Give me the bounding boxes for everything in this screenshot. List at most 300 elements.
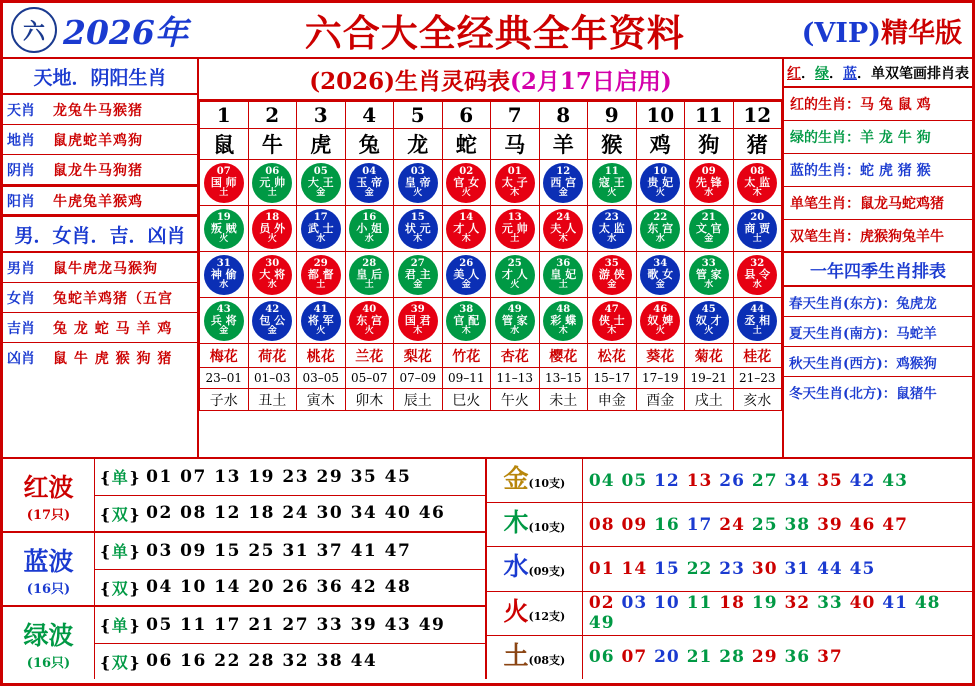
number-ball[interactable] [204, 209, 244, 249]
ball-number: 46 [653, 304, 668, 316]
ball-cell [539, 160, 588, 206]
ball-title: 包 公 [259, 314, 286, 328]
number-ball[interactable] [349, 301, 389, 341]
element-number: 24 [719, 514, 745, 535]
ball-element: 金 [655, 279, 665, 290]
ball-title: 国 师 [210, 176, 237, 190]
parity-label: 双 [111, 578, 130, 598]
time-range-cell: 05–07 [345, 368, 394, 389]
ball-cell [636, 298, 685, 344]
element-count: (12支) [528, 609, 566, 623]
ball-number: 16 [362, 212, 377, 224]
flower-cell: 松花 [588, 344, 637, 368]
element-number: 25 [751, 514, 778, 535]
zodiac-attribute-row [3, 95, 197, 125]
bottom-section [3, 459, 972, 679]
element-number: 36 [784, 647, 811, 668]
row-key: 凶肖 [7, 351, 35, 367]
ball-cell [588, 298, 637, 344]
title-green: 绿 [815, 66, 829, 82]
element-number: 49 [588, 613, 615, 634]
number-ball[interactable] [446, 209, 486, 249]
ball-element: 土 [316, 279, 326, 290]
ball-cell [200, 160, 249, 206]
number-ball[interactable] [543, 301, 583, 341]
element-number: 04 [588, 470, 615, 491]
flower-cell: 荷花 [248, 344, 297, 368]
number-ball[interactable] [689, 301, 729, 341]
ball-element: 土 [219, 187, 229, 198]
column-number: 3 [297, 102, 346, 129]
element-number: 18 [719, 593, 745, 614]
ball-title: 皇 帝 [404, 176, 431, 190]
ball-cell [394, 298, 443, 344]
number-ball[interactable] [252, 163, 292, 203]
odd-tag: {单} [100, 616, 142, 636]
ball-number: 27 [410, 258, 425, 270]
element-number: 15 [654, 559, 680, 579]
number-ball[interactable] [252, 209, 292, 249]
vip-badge [802, 11, 962, 50]
element-row [487, 459, 972, 503]
number-ball[interactable] [543, 209, 583, 249]
ball-title: 太 监 [744, 176, 771, 190]
column-number: 4 [345, 102, 394, 129]
flower-cell: 桃花 [297, 344, 346, 368]
number-ball[interactable] [543, 163, 583, 203]
ball-number: 24 [556, 212, 571, 224]
number-ball[interactable] [640, 163, 680, 203]
branch-element-cell: 戌土 [685, 389, 734, 411]
ball-cell [636, 206, 685, 252]
ball-title: 彩 蝶 [550, 314, 577, 328]
ball-cell [733, 298, 782, 344]
time-range-cell: 11–13 [491, 368, 540, 389]
ball-title: 兵 将 [210, 314, 237, 328]
ball-element: 木 [461, 325, 471, 336]
branch-element-cell: 巳火 [442, 389, 491, 411]
ball-title: 小 姐 [356, 222, 383, 236]
ball-cell [394, 206, 443, 252]
wave-number-row [95, 570, 485, 606]
parity-label: 单 [111, 468, 130, 488]
element-number: 13 [686, 470, 713, 491]
number-ball[interactable] [640, 301, 680, 341]
ball-cell [442, 252, 491, 298]
element-number: 23 [719, 559, 745, 579]
number-ball[interactable] [592, 301, 632, 341]
ball-element: 火 [510, 279, 520, 290]
element-number: 28 [719, 647, 745, 668]
ball-number: 26 [459, 258, 474, 270]
even-tag: {双} [100, 504, 142, 524]
table-row-flowers [200, 344, 782, 368]
number-ball[interactable] [495, 301, 535, 341]
even-numbers: 02 08 12 18 24 30 34 40 46 [146, 503, 446, 524]
ball-cell [200, 252, 249, 298]
wave-count: (16只) [26, 581, 71, 597]
ball-number: 41 [313, 304, 328, 316]
element-count: (10支) [528, 521, 566, 535]
ball-number: 35 [604, 258, 619, 270]
ball-cell [733, 206, 782, 252]
ball-cell [685, 298, 734, 344]
number-ball[interactable] [204, 255, 244, 295]
season-row: 冬天生肖(北方)：鼠猪牛 [789, 386, 937, 402]
zodiac-code-table-title [199, 59, 782, 101]
number-ball[interactable] [640, 255, 680, 295]
ball-title: 玉 帝 [356, 176, 383, 190]
wave-count: (17只) [26, 507, 71, 523]
ball-number: 11 [604, 166, 619, 178]
element-number: 38 [784, 514, 811, 535]
row-value: 鼠 牛 虎 猴 狗 猪 [53, 351, 173, 367]
ball-element: 土 [267, 187, 277, 198]
number-ball[interactable] [543, 255, 583, 295]
number-ball[interactable] [592, 163, 632, 203]
time-range-cell: 19–21 [685, 368, 734, 389]
ball-element: 水 [219, 279, 229, 290]
main-body [3, 59, 972, 459]
number-ball[interactable] [349, 255, 389, 295]
wave-number-rows [95, 533, 485, 605]
number-ball[interactable] [398, 255, 438, 295]
ball-element: 火 [219, 233, 229, 244]
ball-title: 太 子 [501, 176, 528, 190]
even-tag: {双} [100, 652, 142, 672]
element-number: 34 [784, 470, 811, 491]
number-ball[interactable] [204, 163, 244, 203]
element-row [487, 547, 972, 591]
color-zodiac-row: 绿的生肖：羊 龙 牛 狗 [784, 121, 972, 154]
ball-element: 金 [461, 279, 471, 290]
wave-number-rows [95, 607, 485, 679]
number-ball[interactable] [495, 255, 535, 295]
element-number: 46 [849, 514, 876, 535]
ball-element: 土 [510, 233, 520, 244]
time-range-cell: 15–17 [588, 368, 637, 389]
element-number: 27 [751, 470, 778, 491]
ball-element: 木 [510, 187, 520, 198]
ball-title: 歌 女 [647, 268, 674, 282]
ball-number: 47 [604, 304, 619, 316]
ball-cell [491, 252, 540, 298]
element-number: 30 [751, 559, 778, 579]
branch-element-cell: 寅木 [297, 389, 346, 411]
wave-label [3, 607, 95, 679]
ball-cell [588, 160, 637, 206]
ball-title: 国 君 [404, 314, 431, 328]
title-tail: ．单双笔画排肖表 [857, 66, 969, 82]
ball-element: 火 [316, 325, 326, 336]
stroke-zodiac-row: 单笔生肖：鼠龙马蛇鸡猪 [784, 187, 972, 220]
number-ball[interactable] [737, 255, 777, 295]
ball-number: 21 [701, 212, 716, 224]
ball-cell [200, 206, 249, 252]
ball-number: 44 [750, 304, 765, 316]
number-ball[interactable] [204, 301, 244, 341]
ball-element: 木 [752, 187, 762, 198]
number-ball[interactable] [495, 209, 535, 249]
element-number: 32 [784, 593, 811, 614]
branch-element-cell: 午火 [491, 389, 540, 411]
wave-name: 红波 [23, 472, 74, 502]
ball-title: 员 外 [259, 222, 286, 236]
element-number: 10 [654, 593, 680, 614]
element-number: 41 [882, 593, 908, 614]
number-ball[interactable] [301, 301, 341, 341]
number-ball[interactable] [737, 301, 777, 341]
stroke-zodiac-row: 双笔生肖：虎猴狗兔羊牛 [784, 220, 972, 253]
element-number: 08 [588, 514, 615, 535]
page-header [3, 3, 972, 59]
branch-element-cell: 子水 [200, 389, 249, 411]
ball-cell [297, 206, 346, 252]
table-row-balls [200, 252, 782, 298]
ball-cell [539, 252, 588, 298]
ball-number: 34 [653, 258, 668, 270]
number-ball[interactable] [446, 163, 486, 203]
ball-title: 贵 妃 [647, 176, 674, 190]
table-row-balls [200, 160, 782, 206]
wave-table [3, 459, 487, 679]
ball-element: 金 [413, 279, 423, 290]
number-ball[interactable] [349, 209, 389, 249]
title-red: 红 [787, 66, 801, 82]
ball-title: 丞 相 [744, 314, 771, 328]
element-number: 26 [719, 470, 745, 491]
element-number: 09 [621, 514, 648, 535]
row-value: 鼠龙牛马狗猪 [53, 162, 143, 179]
zodiac-attribute-row [3, 155, 197, 185]
table-row-branch-elements [200, 389, 782, 411]
element-number: 45 [849, 559, 876, 579]
ball-title: 夫 人 [550, 222, 577, 236]
ball-title: 状 元 [404, 222, 431, 236]
ball-cell [685, 252, 734, 298]
parity-label: 双 [111, 504, 130, 524]
ball-number: 04 [362, 166, 377, 178]
wave-name: 蓝波 [23, 546, 74, 576]
zodiac-code-table [199, 101, 782, 411]
even-numbers: 04 10 14 20 26 36 42 48 [146, 577, 412, 598]
column-number: 8 [539, 102, 588, 129]
element-numbers [583, 471, 972, 491]
number-ball[interactable] [301, 209, 341, 249]
number-ball[interactable] [592, 255, 632, 295]
row-value: 龙兔牛马猴猪 [53, 102, 143, 119]
number-ball[interactable] [398, 301, 438, 341]
element-row [487, 592, 972, 636]
element-number: 44 [817, 559, 843, 579]
element-name: 水 [503, 552, 529, 582]
ball-title: 先 锋 [695, 176, 722, 190]
element-number: 01 [588, 559, 615, 579]
branch-element-cell: 酉金 [636, 389, 685, 411]
ball-title: 都 督 [307, 268, 334, 282]
number-ball[interactable] [252, 301, 292, 341]
wave-number-row [95, 607, 485, 644]
ball-element: 金 [704, 233, 714, 244]
number-ball[interactable] [640, 209, 680, 249]
number-ball[interactable] [301, 163, 341, 203]
ball-cell [733, 160, 782, 206]
number-ball[interactable] [689, 163, 729, 203]
zodiac-attribute-row [3, 283, 197, 313]
element-number: 43 [882, 470, 908, 491]
element-number: 40 [849, 593, 876, 614]
ball-number: 14 [459, 212, 474, 224]
element-number: 29 [751, 647, 778, 668]
zodiac-attribute-row [3, 313, 197, 343]
number-ball[interactable] [689, 209, 729, 249]
column-number: 1 [200, 102, 249, 129]
ball-cell [685, 160, 734, 206]
number-ball[interactable] [495, 163, 535, 203]
ball-cell [733, 252, 782, 298]
number-ball[interactable] [592, 209, 632, 249]
ball-cell [345, 298, 394, 344]
element-number: 31 [784, 559, 811, 579]
branch-element-cell: 申金 [588, 389, 637, 411]
ball-number: 08 [750, 166, 765, 178]
ball-element: 火 [461, 187, 471, 198]
ball-element: 木 [413, 325, 423, 336]
element-numbers [583, 515, 972, 535]
ball-title: 官 配 [453, 314, 480, 328]
ball-number: 05 [313, 166, 328, 178]
zodiac-cell: 蛇 [442, 129, 491, 160]
row-key: 天肖 [7, 102, 35, 119]
column-number: 9 [588, 102, 637, 129]
ball-element: 金 [316, 187, 326, 198]
left-panel [3, 59, 199, 457]
season-table-title: 一年四季生肖排表 [784, 253, 972, 287]
number-ball[interactable] [398, 209, 438, 249]
column-number: 5 [394, 102, 443, 129]
number-ball[interactable] [737, 209, 777, 249]
element-number: 12 [654, 470, 680, 491]
ball-element: 金 [267, 325, 277, 336]
ball-title: 大 王 [307, 176, 334, 190]
ball-title: 商 贾 [744, 222, 771, 236]
ball-number: 17 [313, 212, 328, 224]
page-title: 六合大全经典全年资料 [304, 11, 685, 55]
year-title: 2026年 [63, 12, 188, 52]
zodiac-cell: 羊 [539, 129, 588, 160]
element-count: (08支) [528, 653, 566, 667]
row-value: 兔 龙 蛇 马 羊 鸡 [53, 320, 173, 337]
row-key: 阳肖 [7, 193, 35, 210]
number-ball[interactable] [398, 163, 438, 203]
element-number: 21 [686, 647, 713, 668]
table-row-balls [200, 298, 782, 344]
time-range-cell: 03–05 [297, 368, 346, 389]
number-ball[interactable] [446, 255, 486, 295]
column-number: 12 [733, 102, 782, 129]
zodiac-cell: 猪 [733, 129, 782, 160]
odd-numbers: 01 07 13 19 23 29 35 45 [146, 466, 412, 487]
element-number: 47 [882, 514, 908, 535]
ball-number: 36 [556, 258, 571, 270]
ball-element: 水 [704, 279, 714, 290]
parity-label: 单 [111, 616, 130, 636]
ball-title: 才 人 [453, 222, 480, 236]
number-ball[interactable] [252, 255, 292, 295]
flower-cell: 兰花 [345, 344, 394, 368]
wave-name: 绿波 [23, 620, 74, 650]
column-number: 11 [685, 102, 734, 129]
ball-number: 38 [459, 304, 474, 316]
number-ball[interactable] [301, 255, 341, 295]
number-ball[interactable] [446, 301, 486, 341]
ball-title: 才 人 [501, 268, 528, 282]
ball-element: 木 [558, 233, 568, 244]
element-number: 05 [621, 470, 648, 491]
ball-number: 09 [701, 166, 716, 178]
vip-suffix: 精华版 [881, 17, 962, 49]
row-key: 吉肖 [7, 320, 35, 337]
ball-element: 火 [267, 233, 277, 244]
ball-element: 金 [219, 325, 229, 336]
ball-number: 10 [653, 166, 668, 178]
wave-number-rows [95, 459, 485, 531]
odd-numbers: 03 09 15 25 31 37 41 47 [146, 540, 412, 561]
ball-title: 管 家 [695, 268, 722, 282]
even-numbers: 06 16 22 28 32 38 44 [146, 651, 378, 672]
title-blue: 蓝 [843, 66, 857, 82]
zodiac-attribute-row [3, 185, 197, 215]
number-ball[interactable] [737, 163, 777, 203]
element-row [487, 503, 972, 547]
ball-cell [345, 252, 394, 298]
flower-cell: 葵花 [636, 344, 685, 368]
column-number: 6 [442, 102, 491, 129]
ball-number: 49 [507, 304, 522, 316]
color-stroke-table-title: 红．绿．蓝．单双笔画排肖表 [784, 59, 972, 88]
number-ball[interactable] [349, 163, 389, 203]
left-panel-title: 天地．阴阳生肖 [3, 59, 197, 95]
ball-number: 02 [459, 166, 474, 178]
zodiac-cell: 龙 [394, 129, 443, 160]
flower-cell: 梨花 [394, 344, 443, 368]
branch-element-cell: 亥水 [733, 389, 782, 411]
zodiac-cell: 虎 [297, 129, 346, 160]
flower-cell: 菊花 [685, 344, 734, 368]
row-value: 鼠牛虎龙马猴狗 [53, 260, 158, 277]
ball-number: 25 [507, 258, 522, 270]
element-count: (09支) [528, 565, 566, 579]
ball-number: 18 [265, 212, 280, 224]
ball-title: 东 宫 [647, 222, 674, 236]
ball-title: 奴 婢 [647, 314, 674, 328]
ball-element: 水 [607, 233, 617, 244]
zodiac-cell: 马 [491, 129, 540, 160]
ball-element: 木 [607, 325, 617, 336]
element-number: 42 [849, 470, 876, 491]
vip-prefix: (VIP) [801, 17, 881, 49]
number-ball[interactable] [689, 255, 729, 295]
flower-cell: 樱花 [539, 344, 588, 368]
ball-element: 土 [752, 325, 762, 336]
right-panel [784, 59, 972, 457]
ball-title: 东 宫 [356, 314, 383, 328]
row-key: 男肖 [7, 260, 35, 277]
ball-rows-body [200, 160, 782, 344]
ball-title: 叛 贼 [210, 222, 237, 236]
ball-number: 33 [701, 258, 716, 270]
ball-cell [685, 206, 734, 252]
